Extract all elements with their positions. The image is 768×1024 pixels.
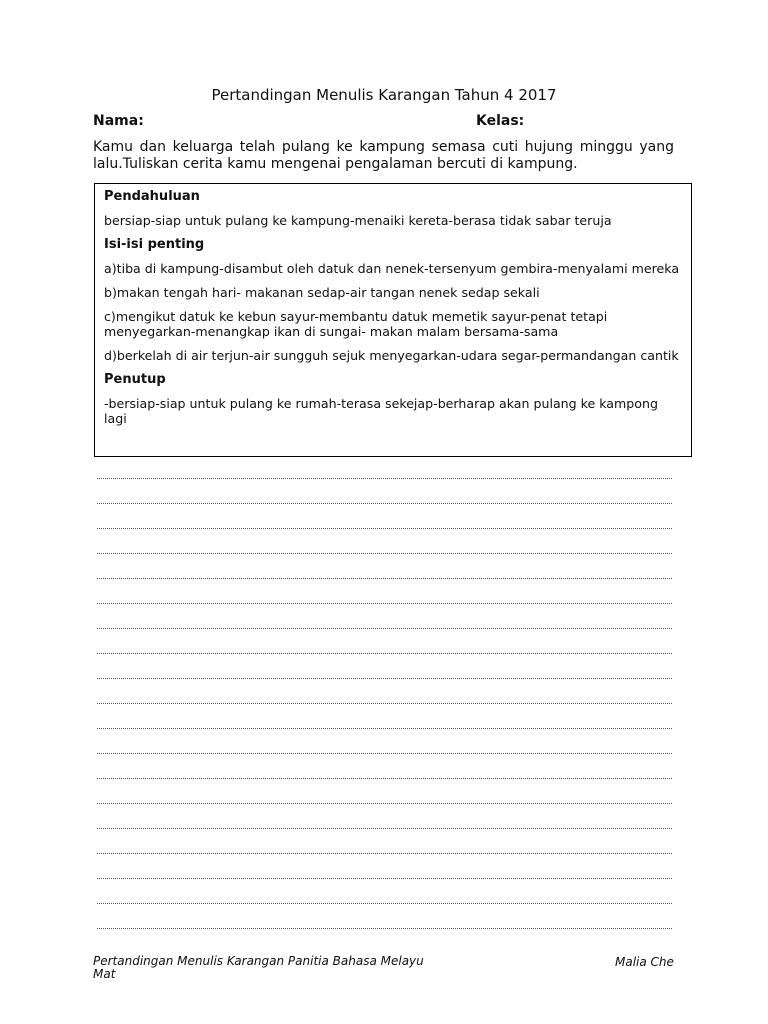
writing-line[interactable]	[97, 691, 672, 716]
page-title: Pertandingan Menulis Karangan Tahun 4 2017	[211, 86, 557, 104]
point-a: a)tiba di kampung-disambut oleh datuk dan nenek-tersenyum gembira-menyalami mereka	[104, 261, 680, 276]
writing-line[interactable]	[97, 916, 672, 941]
writing-line[interactable]	[97, 766, 672, 791]
outline-box	[94, 183, 692, 457]
writing-line[interactable]	[97, 666, 672, 691]
writing-line[interactable]	[97, 591, 672, 616]
kelas-label: Kelas:	[476, 113, 525, 129]
writing-line[interactable]	[97, 541, 672, 566]
main-points-heading: Isi-isi penting	[104, 237, 205, 252]
writing-line[interactable]	[97, 791, 672, 816]
writing-line[interactable]	[97, 466, 672, 491]
writing-line[interactable]	[97, 841, 672, 866]
nama-label: Nama:	[93, 113, 144, 129]
intro-heading: Pendahuluan	[104, 189, 200, 204]
writing-line[interactable]	[97, 716, 672, 741]
footer-left-line1: Pertandingan Menulis Karangan Panitia Bahasa Melayu	[93, 954, 424, 968]
instruction-text: Kamu dan keluarga telah pulang ke kampung semasa cuti hujung minggu yang lalu.Tuliskan cerita kamu mengenai pengalaman bercuti di kampung.	[93, 139, 674, 172]
writing-line[interactable]	[97, 616, 672, 641]
intro-text: bersiap-siap untuk pulang ke kampung-menaiki kereta-berasa tidak sabar teruja	[104, 213, 612, 228]
writing-line[interactable]	[97, 741, 672, 766]
closing-text: -bersiap-siap untuk pulang ke rumah-terasa sekejap-berharap akan pulang ke kampong lagi	[104, 396, 658, 426]
writing-line[interactable]	[97, 491, 672, 516]
point-b: b)makan tengah hari- makanan sedap-air tangan nenek sedap sekali	[104, 285, 540, 300]
writing-line[interactable]	[97, 866, 672, 891]
writing-line[interactable]	[97, 516, 672, 541]
footer-left-line2: Mat	[93, 967, 116, 981]
closing-heading: Penutup	[104, 372, 166, 387]
writing-line[interactable]	[97, 566, 672, 591]
footer-left	[93, 955, 424, 981]
point-c: c)mengikut datuk ke kebun sayur-membantu datuk memetik sayur-penat tetapi menyegarkan-menangkap ikan di sungai- makan malam bersama-sama	[104, 309, 608, 339]
writing-lines[interactable]	[97, 466, 672, 941]
writing-line[interactable]	[97, 641, 672, 666]
writing-line[interactable]	[97, 891, 672, 916]
point-d: d)berkelah di air terjun-air sungguh sejuk menyegarkan-udara segar-permandangan cantik	[104, 348, 679, 363]
writing-line[interactable]	[97, 816, 672, 841]
footer-right: Malia Che	[615, 955, 674, 969]
